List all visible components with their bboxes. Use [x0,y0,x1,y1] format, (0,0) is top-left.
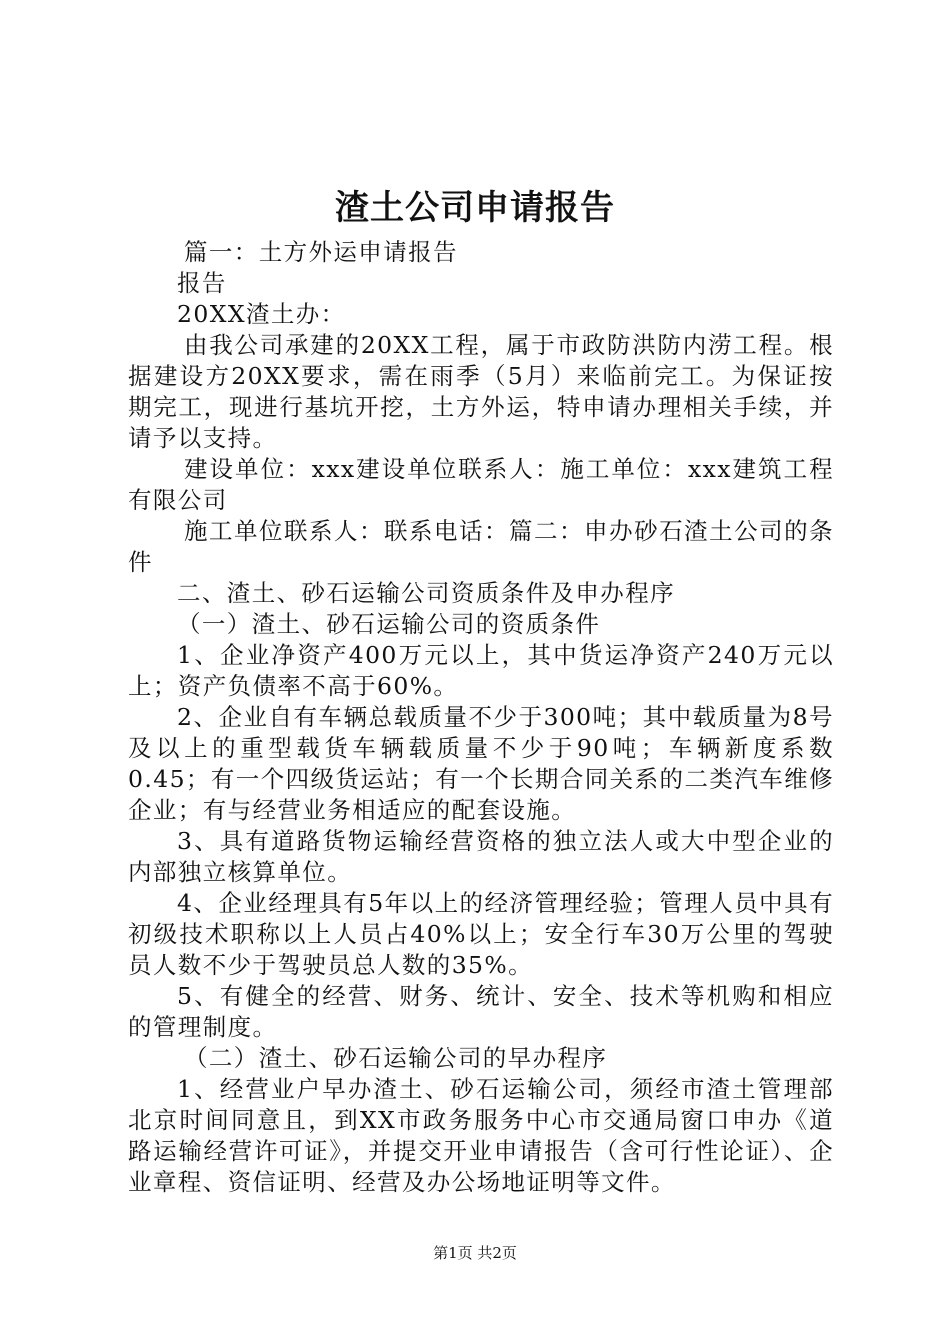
paragraph-addressee: 20XX渣土办： [177,300,346,328]
paragraph-qualification-heading: （一）渣土、砂石运输公司的资质条件 [177,610,601,638]
paragraph-part-one-heading: 篇一：土方外运申请报告 [184,238,458,266]
page-number: 第1页 共2页 [433,1244,517,1262]
paragraph-construction-unit: 建设单位：xxx建设单位联系人：施工单位：xxx建筑工程有限公司 [128,455,834,514]
document-title: 渣土公司申请报告 [335,188,615,228]
paragraph-section-two-heading: 二、渣土、砂石运输公司资质条件及申办程序 [177,579,675,607]
paragraph-item-4: 4、企业经理具有5年以上的经济管理经验；管理人员中具有初级技术职称以上人员占40%以上；安全行车30万公里的驾驶员人数不少于驾驶员总人数的35%。 [128,889,834,979]
paragraph-report-label: 报告 [177,269,227,297]
paragraph-item-3: 3、具有道路货物运输经营资格的独立法人或大中型企业的内部独立核算单位。 [128,827,834,886]
paragraph-procedure-item-1: 1、经营业户早办渣土、砂石运输公司，须经市渣土管理部北京时间同意且，到XX市政务服务中心市交通局窗口申办《道路运输经营许可证》，并提交开业申请报告（含可行性论证）、企业章程、资信证明、经营及办公场地证明等文件。 [128,1075,834,1196]
paragraph-item-2: 2、企业自有车辆总载质量不少于300吨；其中载质量为8号及以上的重型载货车辆载质量不少于90吨；车辆新度系数0.45；有一个四级货运站；有一个长期合同关系的二类汽车维修企业；有与经营业务相适应的配套设施。 [128,703,834,824]
paragraph-item-5: 5、有健全的经营、财务、统计、安全、技术等机购和相应的管理制度。 [128,982,834,1041]
paragraph-procedure-heading: （二）渣土、砂石运输公司的早办程序 [184,1044,608,1072]
paragraph-contact-info: 施工单位联系人：联系电话：篇二：申办砂石渣土公司的条件 [128,517,834,576]
paragraph-request-body: 由我公司承建的20XX工程，属于市政防洪防内涝工程。根据建设方20XX要求，需在雨季（5月）来临前完工。为保证按期完工，现进行基坑开挖，土方外运，特申请办理相关手续，并请予以支持。 [128,331,834,452]
paragraph-item-1: 1、企业净资产400万元以上，其中货运净资产240万元以上；资产负债率不高于60%。 [128,641,834,700]
document-body [128,237,834,1198]
